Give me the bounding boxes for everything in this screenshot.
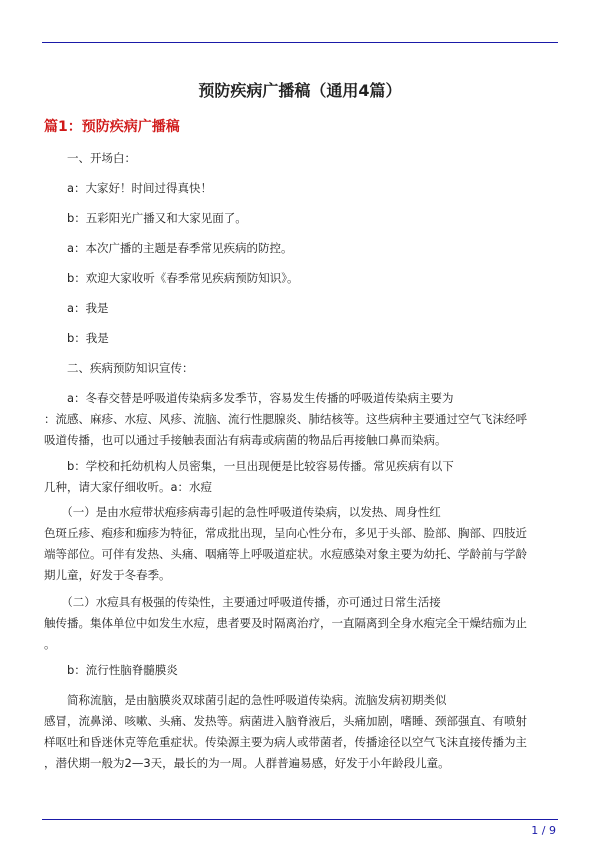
paragraph-line: （一）是由水痘带状疱疹病毒引起的急性呼吸道传染病，以发热、周身性红	[44, 505, 441, 519]
paragraph-line: b：流行性脑脊髓膜炎	[44, 663, 178, 677]
paragraph-line: 吸道传播，也可以通过手接触表面沾有病毒或病菌的物品后再接触口鼻而染病。	[44, 433, 447, 447]
paragraph-line: 色斑丘疹、疱疹和痂疹为特征，常成批出现，呈向心性分布，多见于头部、脸部、胸部、四肢近	[44, 526, 527, 540]
paragraph	[44, 358, 556, 379]
paragraph-line: 一、开场白：	[44, 151, 136, 165]
paragraph-line: 端等部位。可伴有发热、头痛、咽痛等上呼吸道症状。水痘感染对象主要为幼托、学龄前与学龄	[44, 547, 527, 561]
paragraph-line: 。	[44, 637, 56, 651]
paragraph-line: 期儿童，好发于冬春季。	[44, 568, 171, 582]
paragraph-line: 简称流脑，是由脑膜炎双球菌引起的急性呼吸道传染病。流脑发病初期类似	[44, 693, 447, 707]
paragraph	[44, 298, 556, 319]
paragraph-line: 样呕吐和昏迷休克等危重症状。传染源主要为病人或带菌者，传播途径以空气飞沫直接传播为主	[44, 735, 527, 749]
paragraph-line: 二、疾病预防知识宣传：	[44, 361, 194, 375]
paragraph	[44, 660, 556, 681]
paragraph-line: 感冒，流鼻涕、咳嗽、头痛、发热等。病菌进入脑脊液后，头痛加剧，嗜睡、颈部强直、有喷射	[44, 714, 527, 728]
paragraph	[44, 456, 556, 498]
paragraph-line: b：五彩阳光广播又和大家见面了。	[44, 211, 247, 225]
paragraph-line: 触传播。集体单位中如发生水痘，患者要及时隔离治疗，一直隔离到全身水疱完全干燥结痂为止	[44, 616, 527, 630]
paragraph	[44, 238, 556, 259]
paragraph-line: ，潜伏期一般为2—3天，最长的为一周。人群普遍易感，好发于小年龄段儿童。	[44, 756, 450, 770]
paragraph	[44, 268, 556, 289]
paragraph	[44, 592, 556, 655]
header-rule	[42, 42, 558, 43]
section-heading: 篇1：预防疾病广播稿	[44, 119, 180, 135]
paragraph-line: a：我是	[44, 301, 109, 315]
paragraph-line: a：大家好！时间过得真快！	[44, 181, 213, 195]
paragraph	[44, 148, 556, 169]
paragraph	[44, 690, 556, 774]
paragraph-line: b：学校和托幼机构人员密集，一旦出现便是比较容易传播。常见疾病有以下	[44, 459, 454, 473]
paragraph	[44, 502, 556, 586]
paragraph	[44, 208, 556, 229]
paragraph	[44, 328, 556, 349]
paragraph-line: a：冬春交替是呼吸道传染病多发季节，容易发生传播的呼吸道传染病主要为	[44, 391, 454, 405]
paragraph	[44, 388, 556, 451]
paragraph-line: a：本次广播的主题是春季常见疾病的防控。	[44, 241, 293, 255]
paragraph-line: b：我是	[44, 331, 109, 345]
paragraph-line: 几种，请大家仔细收听。a：水痘	[44, 480, 213, 494]
footer-rule	[42, 819, 558, 820]
page-number: 1 / 9	[531, 824, 556, 837]
document-title: 预防疾病广播稿（通用4篇）	[198, 81, 402, 100]
paragraph-line: ：流感、麻疹、水痘、风疹、流脑、流行性腮腺炎、肺结核等。这些病种主要通过空气飞沫经呼	[44, 412, 527, 426]
paragraph-line: b：欢迎大家收听《春季常见疾病预防知识》。	[44, 271, 299, 285]
paragraph	[44, 178, 556, 199]
paragraph-line: （二）水痘具有极强的传染性，主要通过呼吸道传播，亦可通过日常生活接	[44, 595, 441, 609]
